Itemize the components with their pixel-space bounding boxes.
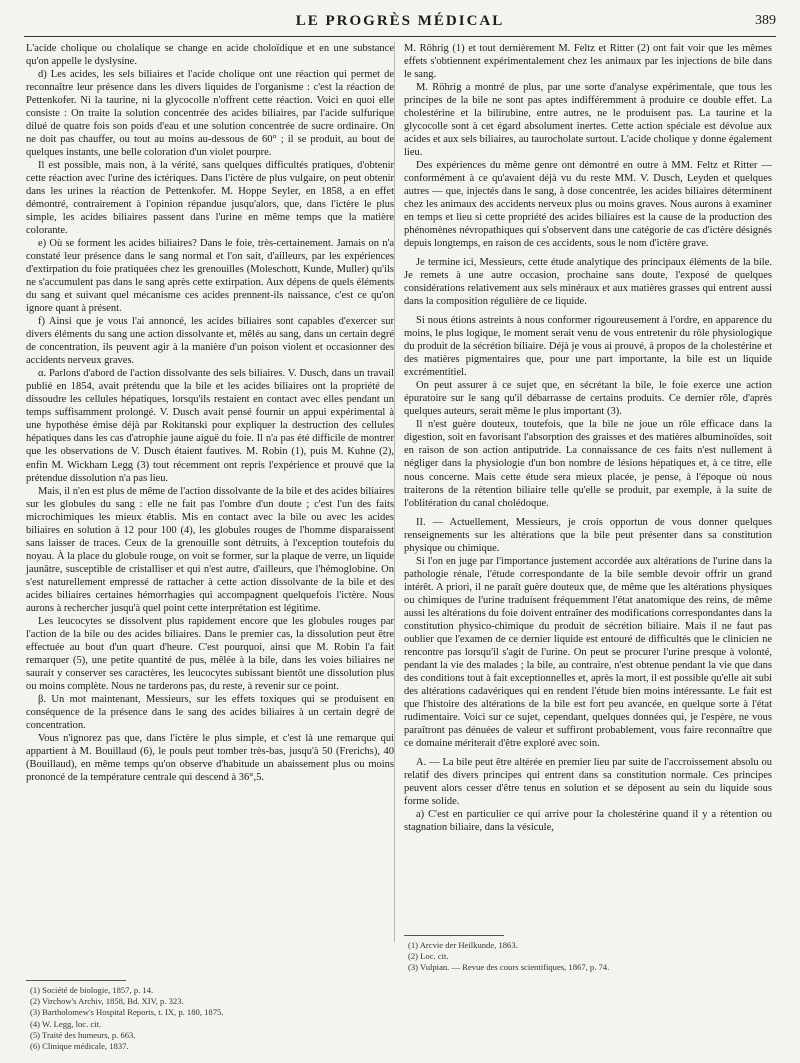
paragraph: Si l'on en juge par l'importance justement accordée aux altérations de l'urine dans la pathologie rénale, l'étude correspondante de la bile semble devoir offrir un grand intérêt. A priori, il ne paraît guère douteux que, de même que les altérations physiques ou chimiques de l'urine traduisent fréquemment l'état anatomique des reins, de même aussi les altérations du foie doivent entraîner des modifications correspondantes dans la constitution physico-chimique du produit de sécrétion biliaire. Mais il ne faut pas oublier que l'examen de ce dernier liquide est entouré de difficultés que le clinicien ne rencontre pas lorsqu'il s'agit de l'urine. On peut se procurer l'urine presque à volonté, pendant la vie des malades ; la bile, au contraire, n'est obtenue pendant la vie que dans des conditions tout à fait exceptionnelles et, après la mort, il est possible qu'elle ait subi des altérations cadavériques qui en rendent l'étude bien moins intéressante. Le fait est que l'histoire des altérations de la bile est fort peu avancée, en quelque sorte à l'état rudimentaire. Voici sur ce sujet, cependant, quelques données qui, je l'espère, ne vous paraîtront pas dénuées de valeur et suffiront probablement, vous faire reconnaître que ce domaine mériterait d'être exploré avec soin.	[404, 555, 772, 749]
paragraph: A. — La bile peut être altérée en premier lieu par suite de l'accroissement absolu ou relatif des divers principes qui entrent dans sa constitution normale. Ces principes peuvent alors cesser d'être tenus en solution et se déposent au sein du liquide sous forme solide.	[404, 756, 772, 807]
running-title: LE PROGRÈS MÉDICAL	[295, 13, 505, 29]
paragraph: a) C'est en particulier ce qui arrive pour la cholestérine quand il y a rétention ou stagnation biliaire, dans la vésicule,	[404, 808, 772, 833]
paragraph: α. Parlons d'abord de l'action dissolvante des sels biliaires. V. Dusch, dans un travail publié en 1854, avait prétendu que la bile et les acides biliaires ont la propriété de dissoudre les cellules hépatiques, lorsqu'ils restaient en contact avec elles pendant un temps suffisamment prolongé. V. Dusch avait pensé fournir un appui expérimental à une hypothèse émise déjà par Rokitanski pour expliquer la destruction des cellules hépatiques dans les cas d'atrophie jaune aiguë du foie. Il n'a pas été difficile de montrer que les observations de V. Dusch étaient fautives. M. Robin (1), puis M. Kuhne (2), enfin M. Wickham Legg (3) tout récemment ont repris l'expérience et prouvé que la prétendue dissolution n'a pas lieu.	[26, 368, 394, 484]
paragraph: Il est possible, mais non, à la vérité, sans quelques difficultés pratiques, d'obtenir cette réaction avec l'urine des ictériques. Dans l'ictère de plus vulgaire, on peut obtenir dans les urines la réaction de Pettenkofer. M. Hoppe Seyler, en 1858, a en effet démontré, contrairement à l'opinion répandue jusqu'alors, que, dans l'ictère le plus simple, les acides biliaires passent dans l'urine en même temps que la matière colorante.	[26, 160, 394, 237]
column-divider	[394, 42, 395, 942]
footnote: (2) Virchow's Archiv, 1858, Bd. XIV, p. 323.	[30, 996, 184, 1007]
footnote-rule	[404, 935, 504, 936]
footnote: (1) Arcvie der Heilkunde, 1863.	[408, 940, 518, 950]
footnote: (2) Loc. cit.	[408, 951, 449, 962]
paragraph: Je termine ici, Messieurs, cette étude analytique des principaux éléments de la bile. Je remets à une autre occasion, prochaine sans doute, l'exposé de quelques considérations relativement aux sels minéraux et aux matières grasses qui entrent aussi dans la composition régulière de ce liquide.	[404, 257, 772, 308]
paragraph: β. Un mot maintenant, Messieurs, sur les effets toxiques qui se produisent en conséquence de la présence dans le sang des acides biliaires à un certain degré de concentration.	[26, 693, 394, 731]
page-header	[24, 10, 776, 37]
paragraph: d) Les acides, les sels biliaires et l'acide cholique ont une réaction qui permet de reconnaître leur présence dans les divers liquides de l'organisme : c'est la réaction de Pettenkofer. Ni la taurine, ni la glycocolle n'offrent cette réaction. Voici en quoi elle consiste : On traite la solution concentrée des acides biliaires, par l'acide sulfurique dilué de quatre fois son poids d'eau et une solution concentrée de sucre ordinaire. On ne doit pas chauffer, ou tout au moins au-dessous de 60° ; il se produit, au bout de quelques instants, une belle coloration d'un violet pourpre.	[26, 69, 394, 159]
paragraph: M. Röhrig a montré de plus, par une sorte d'analyse expérimentale, que tous les principes de la bile ne sont pas aptes indifféremment à produire ce double effet. La cholestérine et la bilirubine, entre autres, ne le produisent pas. La taurine et la glycocolle sont à cet égard absolument inertes. Cette action spéciale est dévolue aux acides et aux sels biliaires, au taurocholate surtout. L'acide cholique y donne également lieu.	[404, 82, 772, 159]
paragraph: Mais, il n'en est plus de même de l'action dissolvante de la bile et des acides biliaires sur les globules du sang : elle ne fait pas l'ombre d'un doute ; c'est l'un des faits microchimiques les mieux établis. Mis en contact avec la bile ou avec les acides biliaires en solution à 12 pour 100 (4), les globules rouges de l'homme disparaissent sans laisser de traces. Ceux de la grenouille sont détruits, à l'exception toutefois du noyau. À la place du globule rouge, on voit se former, sur la plaque de verre, un liquide jaunâtre, susceptible de cristalliser et qui n'est autre, d'ailleurs, que l'hémoglobine. On s'est naturellement empressé de rattacher à cette action dissolvante de la bile et des acides biliaires certaines hémorrhagies qui accompagnent quelquefois l'ictère. Nous aurons à rechercher jusqu'à quel point cette interprétation est légitime.	[26, 485, 394, 614]
footnote: (3) Vulpian. — Revue des cours scientifiques, 1867, p. 74.	[408, 962, 610, 973]
section-heading-paragraph: II. — Actuellement, Messieurs, je crois opportun de vous donner quelques renseignements sur les altérations que la bile peut présenter dans sa constitution physique ou chimique.	[404, 516, 772, 554]
right-column	[404, 42, 772, 834]
paragraph: Vous n'ignorez pas que, dans l'ictère le plus simple, et c'est là une remarque qui appartient à M. Bouillaud (6), le pouls peut tomber très-bas, jusqu'à 50 (Frerichs), 40 (Bouillaud), en même temps qu'on observe d'habitude un abaissement plus ou moins prononcé de la température centrale qui descend à 36°,5.	[26, 732, 394, 783]
paragraph: On peut assurer à ce sujet que, en sécrétant la bile, le foie exerce une action épuratoire sur le sang qu'il débarrasse de certains produits. Ce dernier rôle, d'après quelques auteurs, serait même le plus important (3).	[404, 380, 772, 418]
paragraph: Si nous étions astreints à nous conformer rigoureusement à l'ordre, en apparence du moins, le plus logique, le moment serait venu de vous entretenir du rôle physiologique du produit de la sécrétion biliaire. Déjà je vous ai prouvé, à propos de la cholestérine et des matières pigmentaires que, pour une part importante, la bile est un liquide excrémentitiel.	[404, 315, 772, 379]
footnote-rule	[26, 980, 126, 981]
footnote: (1) Société de biologie, 1857, p. 14.	[30, 985, 154, 995]
footnote: (6) Clinique médicale, 1837.	[30, 1040, 129, 1051]
paragraph: f) Ainsi que je vous l'ai annoncé, les acides biliaires sont capables d'exercer sur divers éléments du sang une action dissolvante et, mêlés au sang, dans un certain degré de concentration, ils peuvent agir à la manière d'un poison violent et occasionner des accidents nerveux graves.	[26, 316, 394, 367]
footnote: (5) Traité des humeurs, p. 663.	[30, 1029, 136, 1040]
left-footnotes	[26, 980, 394, 1052]
paragraph: Des expériences du même genre ont démontré en outre à MM. Feltz et Ritter — conformément à ce qu'avaient déjà vu du reste MM. V. Dusch, Leyden et quelques autres — que, injectés dans le sang, à dose concentrée, les acides biliaires déterminent chez les animaux des accidents nerveux plus ou moins graves. Nous aurons à examiner en temps et lieu si cette propriété des acides biliaires est la cause de la production des phénomènes névropathiques qui s'observent dans une catégorie de cas d'ictère désignés depuis longtemps, en raison de ces accidents, sous le nom d'ictère grave.	[404, 160, 772, 250]
left-column	[26, 42, 394, 784]
right-footnotes	[404, 935, 772, 974]
footnote: (4) W. Legg, loc. cit.	[30, 1018, 102, 1029]
paragraph: Il n'est guère douteux, toutefois, que la bile ne joue un rôle efficace dans la digestion, soit en favorisant l'absorption des graisses et des matières albuminoïdes, soit en raison de son action antiputride. La connaissance de ces faits n'est nullement à négliger dans la physiologie d'un bon nombre de lésions hépatiques et, à ce titre, elle nous concerne. Mais cette étude sera mieux placée, je pense, à l'époque où nous traiterons de la rétention biliaire telle qu'elle se produit, par exemple, à la suite de l'oblitération du canal cholédoque.	[404, 419, 772, 509]
footnote: (3) Bartholomew's Hospital Reports, t. IX, p. 180, 1875.	[30, 1007, 224, 1018]
page-number: 389	[755, 13, 776, 28]
paragraph: L'acide cholique ou cholalique se change en acide choloïdique et en une substance qu'on appelle le dyslysine.	[26, 43, 394, 68]
paragraph: M. Röhrig (1) et tout dernièrement M. Feltz et Ritter (2) ont fait voir que les mêmes effets s'obtiennent expérimentalement chez les animaux par les injections de bile dans le sang.	[404, 43, 772, 81]
paragraph: e) Où se forment les acides biliaires? Dans le foie, très-certainement. Jamais on n'a constaté leur présence dans le sang normal et l'on sait, d'ailleurs, par les expériences d'extirpation du foie pratiquées chez les grenouilles (Moleschott, Kunde, Muller) qu'ils ne s'accumulent pas dans le sang après cette extirpation. Aux dépens de quels éléments du sang et suivant quel mécanisme ces acides prennent-ils naissance, c'est ce qu'on ignore quant à présent.	[26, 238, 394, 315]
paragraph: Les leucocytes se dissolvent plus rapidement encore que les globules rouges par l'action de la bile ou des acides biliaires. Dans le premier cas, la dissolution peut être effectuée au bout d'un quart d'heure. C'est pourquoi, ainsi que M. Robin l'a fait remarquer (5), une petite quantité de pus, mêlée à la bile, dans les voies biliaires ne saurait y conserver ses caractères, les leucocytes subissant bientôt une dissolution plus ou moins complète. Nous ne tarderons pas, du reste, à revenir sur ce point.	[26, 615, 394, 692]
